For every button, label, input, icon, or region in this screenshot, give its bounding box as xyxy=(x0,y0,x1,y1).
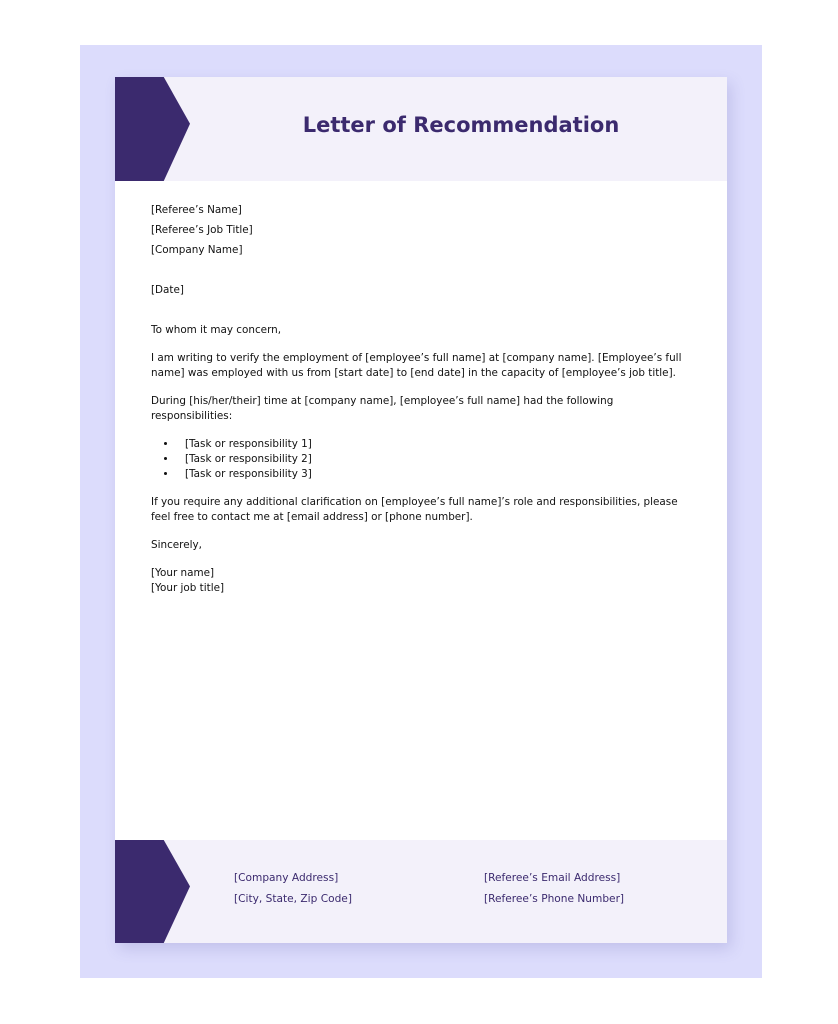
list-item: • [Task or responsibility 1] xyxy=(177,437,696,452)
referee-job-title: [Referee’s Job Title] xyxy=(151,224,253,236)
salutation: To whom it may concern, xyxy=(151,324,282,336)
referee-email: [Referee’s Email Address] xyxy=(484,872,621,884)
page-title: Letter of Recommendation xyxy=(302,113,620,137)
referee-name: [Referee’s Name] xyxy=(151,204,242,216)
footer-address xyxy=(234,868,352,910)
paragraph-intro: I am writing to verify the employment of [employee’s full name] at [company name]. [Employee’s full name] was employed with us from [start date] to [end date] in the capacity of [employee’s job title]. xyxy=(151,352,682,379)
footer-band xyxy=(115,840,727,943)
footer-contact xyxy=(484,868,624,910)
company-address: [Company Address] xyxy=(234,872,339,884)
referee-company: [Company Name] xyxy=(151,244,243,256)
list-item: • [Task or responsibility 2] xyxy=(177,452,696,467)
closing: Sincerely, xyxy=(151,539,202,551)
letter-page xyxy=(115,77,727,943)
signature-title: [Your job title] xyxy=(151,582,225,594)
paragraph-responsibilities: During [his/her/their] time at [company name], [employee’s full name] had the following responsibilities: xyxy=(151,395,614,422)
task-list xyxy=(151,437,696,482)
referee-phone: [Referee’s Phone Number] xyxy=(484,893,625,905)
letter-date: [Date] xyxy=(151,284,184,296)
signature-name: [Your name] xyxy=(151,567,215,579)
letter-body xyxy=(151,203,696,596)
city-state-zip: [City, State, Zip Code] xyxy=(234,893,352,905)
paragraph-contact: If you require any additional clarification on [employee’s full name]’s role and responsibilities, please feel free to contact me at [email address] or [phone number]. xyxy=(151,496,678,523)
list-item: • [Task or responsibility 3] xyxy=(177,467,696,482)
